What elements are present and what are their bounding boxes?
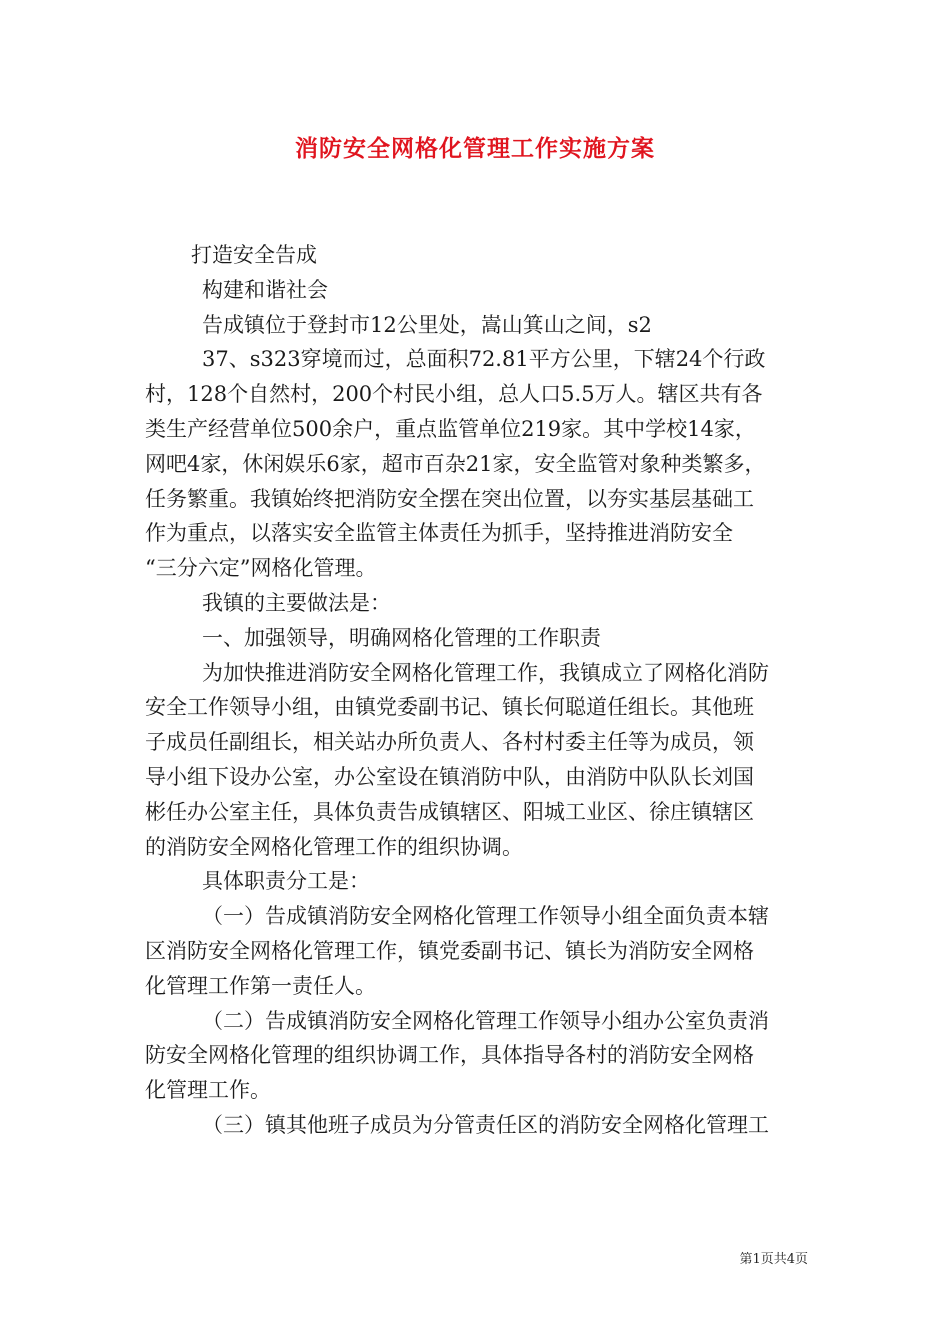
text-line: 防安全网格化管理的组织协调工作，具体指导各村的消防安全网格	[145, 1043, 754, 1068]
text-line: 打造安全告成	[191, 243, 317, 267]
text-line: （一）告成镇消防安全网格化管理工作领导小组全面负责本辖	[202, 904, 769, 929]
text-line: “三分六定”网格化管理。	[145, 556, 377, 581]
text-line: 37、s323穿境而过，总面积72.81平方公里，下辖24个行政	[202, 347, 766, 372]
text-line: 安全工作领导小组，由镇党委副书记、镇长何聪道任组长。其他班	[145, 695, 754, 720]
text-line: 告成镇位于登封市12公里处，嵩山箕山之间，s2	[202, 312, 652, 337]
document-body	[145, 238, 810, 1143]
page-title: 消防安全网格化管理工作实施方案	[295, 136, 655, 162]
text-line: 的消防安全网格化管理工作的组织协调。	[145, 834, 523, 859]
text-line: 村，128个自然村，200个村民小组，总人口5.5万人。辖区共有各	[145, 382, 763, 407]
text-line: 网吧4家，休闲娱乐6家，超市百杂21家，安全监管对象种类繁多，	[145, 451, 766, 476]
text-line: 构建和谐社会	[202, 277, 328, 302]
text-line: 区消防安全网格化管理工作，镇党委副书记、镇长为消防安全网格	[145, 938, 754, 963]
text-line: 导小组下设办公室，办公室设在镇消防中队，由消防中队队长刘国	[145, 764, 754, 789]
text-line: 类生产经营单位500余户，重点监管单位219家。其中学校14家，	[145, 416, 756, 441]
text-line: 具体职责分工是：	[202, 869, 370, 894]
text-line: （二）告成镇消防安全网格化管理工作领导小组办公室负责消	[202, 1008, 769, 1033]
text-line: 化管理工作。	[145, 1078, 271, 1103]
page-number: 第1页共4页	[739, 1252, 808, 1267]
text-line: 一、加强领导，明确网格化管理的工作职责	[202, 625, 601, 650]
text-line: 我镇的主要做法是：	[202, 590, 391, 615]
text-line: （三）镇其他班子成员为分管责任区的消防安全网格化管理工	[202, 1112, 769, 1137]
text-line: 子成员任副组长，相关站办所负责人、各村村委主任等为成员，领	[145, 730, 754, 755]
text-line: 为加快推进消防安全网格化管理工作，我镇成立了网格化消防	[202, 660, 769, 685]
text-line: 化管理工作第一责任人。	[145, 973, 376, 998]
text-line: 彬任办公室主任，具体负责告成镇辖区、阳城工业区、徐庄镇辖区	[145, 799, 754, 824]
text-line: 任务繁重。我镇始终把消防安全摆在突出位置，以夯实基层基础工	[145, 486, 754, 511]
text-line: 作为重点，以落实安全监管主体责任为抓手，坚持推进消防安全	[145, 521, 733, 546]
